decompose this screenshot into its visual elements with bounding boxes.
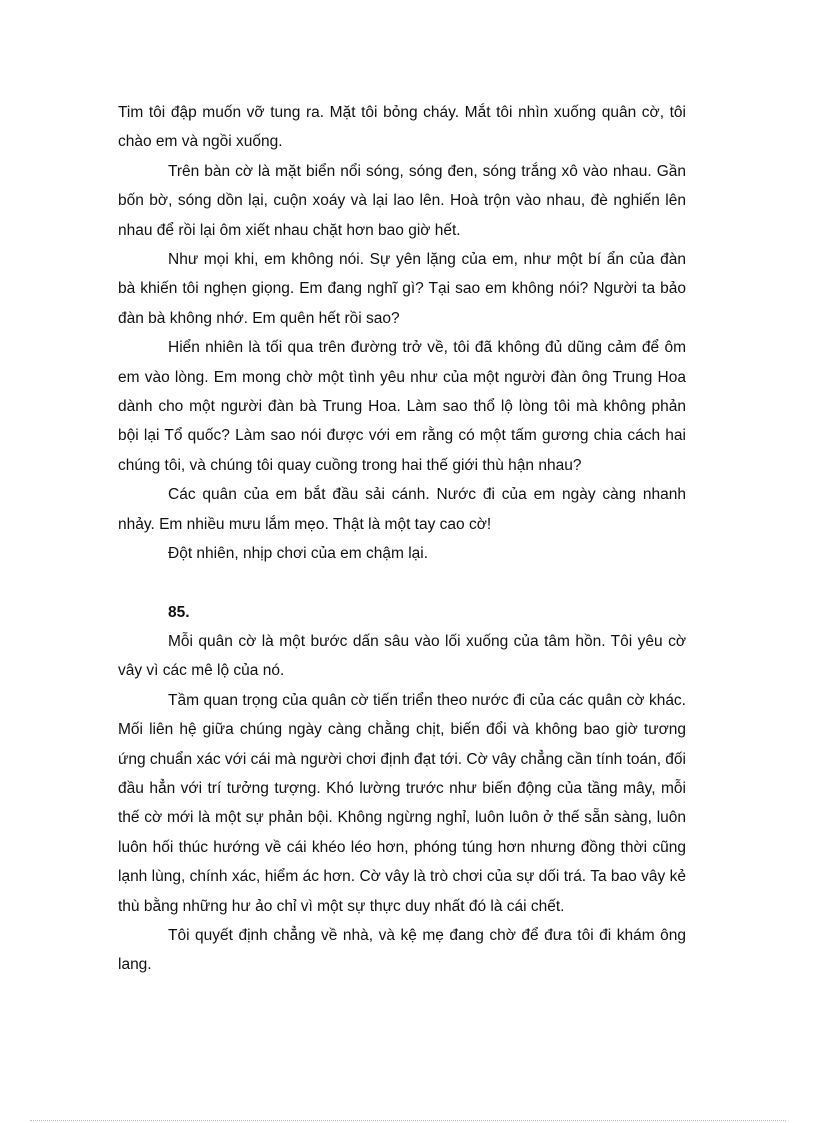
paragraph: Trên bàn cờ là mặt biển nổi sóng, sóng đen, sóng trắng xô vào nhau. Gần bốn bờ, sóng dồn lại, cuộn xoáy và lại lao lên. Hoà trộn vào nhau, đè nghiến lên nhau để rồi lại ôm xiết nhau chặt hơn bao giờ hết. [118,162,686,239]
paragraph: Mỗi quân cờ là một bước dấn sâu vào lối xuống của tâm hồn. Tôi yêu cờ vây vì các mê lộ của nó. [118,632,686,680]
paragraph: Như mọi khi, em không nói. Sự yên lặng của em, như một bí ẩn của đàn bà khiến tôi nghẹn giọng. Em đang nghĩ gì? Tại sao em không nói? Người ta bảo đàn bà không nhớ. Em quên hết rồi sao? [118,251,686,327]
section-spacer [118,569,686,598]
paragraph: Các quân của em bắt đầu sải cánh. Nước đi của em ngày càng nhanh nhảy. Em nhiều mưu lắm mẹo. Thật là một tay cao cờ! [118,486,686,533]
paragraph: Tầm quan trọng của quân cờ tiến triển theo nước đi của các quân cờ khác. Mối liên hệ giữa chúng ngày càng chằng chịt, biến đổi và không bao giờ tương ứng chuẩn xác với cái mà người chơi định đạt tới. Cờ vây chẳng cần tính toán, đối đầu hẳn với trí tưởng tượng. Khó lường trước như biến động của tầng mây, mỗi thế cờ mới là một sự phản bội. Không ngừng nghỉ, luôn luôn ở thế sẵn sàng, luôn luôn hối thúc hướng về cái khéo léo hơn, phóng túng hơn nhưng đồng thời cũng lạnh lùng, chính xác, hiểm ác hơn. Cờ vây là trò chơi của sự dối trá. Ta bao vây kẻ thù bằng những hư ảo chỉ vì một sự thực duy nhất đó là cái chết. [118,691,686,915]
paragraph: Tôi quyết định chẳng về nhà, và kệ mẹ đang chờ để đưa tôi đi khám ông lang. [118,926,686,974]
paragraph: Hiển nhiên là tối qua trên đường trở về, tôi đã không đủ dũng cảm để ôm em vào lòng. Em mong chờ một tình yêu như của một người đàn ông Trung Hoa dành cho một người đàn bà Trung Hoa. Làm sao thổ lộ lòng tôi mà không phản bội lại Tổ quốc? Làm sao nói được với em rằng có một tấm gương chia cách hai chúng tôi, và chúng tôi quay cuồng trong hai thế giới thù hận nhau? [118,339,686,474]
section-heading: 85. [168,603,190,621]
document-page [118,98,686,980]
page-bottom-divider [30,1120,786,1121]
paragraph: Đột nhiên, nhịp chơi của em chậm lại. [168,545,429,563]
paragraph: Tim tôi đập muốn vỡ tung ra. Mặt tôi bỏng cháy. Mắt tôi nhìn xuống quân cờ, tôi chào em và ngồi xuống. [118,104,686,151]
